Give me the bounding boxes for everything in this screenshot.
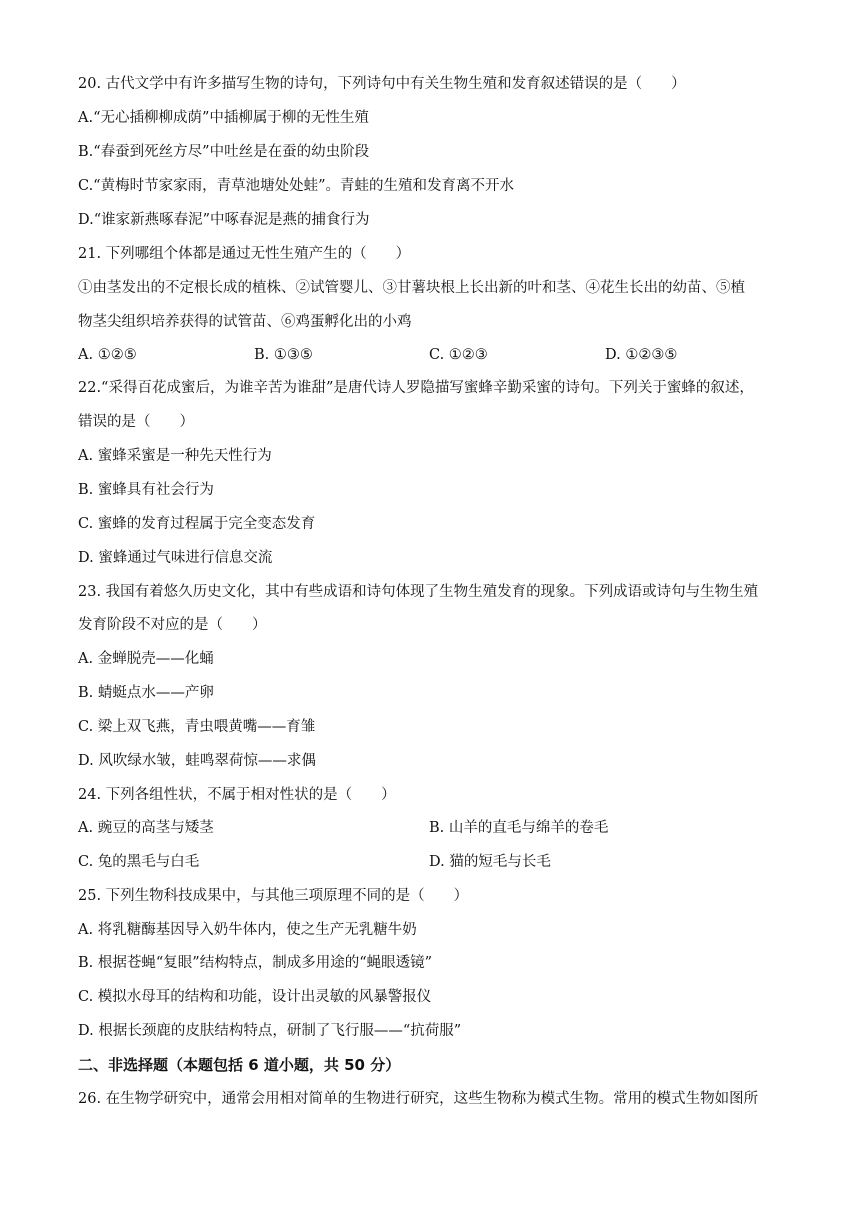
q21-stem: 21. 下列哪组个体都是通过无性生殖产生的（ ） — [78, 246, 411, 262]
q21-option-c: C. ①②③ — [429, 347, 488, 363]
q25-stem: 25. 下列生物科技成果中，与其他三项原理不同的是（ ） — [78, 888, 469, 904]
q20-option-d: D.“谁家新燕啄春泥”中啄春泥是燕的捕食行为 — [78, 212, 370, 228]
q22-option-c: C. 蜜蜂的发育过程属于完全变态发育 — [78, 516, 316, 532]
q21-option-a: A. ①②⑤ — [78, 347, 137, 363]
q23-option-d: D. 风吹绿水皱，蛙鸣翠荷惊——求偶 — [78, 753, 316, 769]
q20-option-a: A.“无心插柳柳成荫”中插柳属于柳的无性生殖 — [78, 110, 369, 126]
q24-option-b: B. 山羊的直毛与绵羊的卷毛 — [429, 820, 609, 836]
q21-option-b: B. ①③⑤ — [254, 347, 313, 363]
q22-option-d: D. 蜜蜂通过气味进行信息交流 — [78, 550, 273, 566]
q25-option-c: C. 模拟水母耳的结构和功能，设计出灵敏的风暴警报仪 — [78, 989, 432, 1005]
q24-option-a: A. 豌豆的高茎与矮茎 — [78, 820, 214, 836]
q23-option-b: B. 蜻蜓点水——产卵 — [78, 685, 214, 701]
q20-option-c: C.“黄梅时节家家雨，青草池塘处处蛙”。青蛙的生殖和发育离不开水 — [78, 178, 515, 194]
q22-stem-line-1: 22.“采得百花成蜜后，为谁辛苦为谁甜”是唐代诗人罗隐描写蜜蜂辛勤采蜜的诗句。下列关于蜜蜂的叙述， — [78, 380, 754, 396]
q25-option-a: A. 将乳糖酶基因导入奶牛体内，使之生产无乳糖牛奶 — [78, 922, 417, 938]
q22-option-a: A. 蜜蜂采蜜是一种先天性行为 — [78, 448, 272, 464]
q23-option-c: C. 梁上双飞燕，青虫喂黄嘴——育雏 — [78, 719, 316, 735]
q24-option-d: D. 猫的短毛与长毛 — [429, 854, 551, 870]
q23-stem-line-1: 23. 我国有着悠久历史文化，其中有些成语和诗句体现了生物生殖发育的现象。下列成语或诗句与生物生殖 — [78, 584, 759, 600]
q24-option-c: C. 兔的黑毛与白毛 — [78, 854, 200, 870]
q22-stem-line-2: 错误的是（ ） — [78, 414, 194, 430]
q21-body-line-1: ①由茎发出的不定根长成的植株、②试管婴儿、③甘薯块根上长出新的叶和茎、④花生长出的幼苗、⑤植 — [78, 280, 745, 296]
q20-option-b: B.“春蚕到死丝方尽”中吐丝是在蚕的幼虫阶段 — [78, 144, 370, 160]
q23-stem-line-2: 发育阶段不对应的是（ ） — [78, 617, 267, 633]
q26-stem-line-1: 26. 在生物学研究中，通常会用相对简单的生物进行研究，这些生物称为模式生物。常用的模式生物如图所 — [78, 1091, 759, 1107]
q22-option-b: B. 蜜蜂具有社会行为 — [78, 482, 214, 498]
q24-stem: 24. 下列各组性状，不属于相对性状的是（ ） — [78, 787, 396, 803]
q25-option-d: D. 根据长颈鹿的皮肤结构特点，研制了飞行服——“抗荷服” — [78, 1023, 462, 1039]
q21-body-line-2: 物茎尖组织培养获得的试管苗、⑥鸡蛋孵化出的小鸡 — [78, 314, 412, 330]
q23-option-a: A. 金蝉脱壳——化蛹 — [78, 651, 214, 667]
q25-option-b: B. 根据苍蝇“复眼”结构特点，制成多用途的“蝇眼透镜” — [78, 955, 433, 971]
section-heading: 二、非选择题（本题包括 6 道小题，共 50 分） — [78, 1056, 401, 1074]
q21-option-d: D. ①②③⑤ — [605, 347, 678, 363]
q20-stem: 20. 古代文学中有许多描写生物的诗句，下列诗句中有关生物生殖和发育叙述错误的是（ ） — [78, 76, 686, 92]
